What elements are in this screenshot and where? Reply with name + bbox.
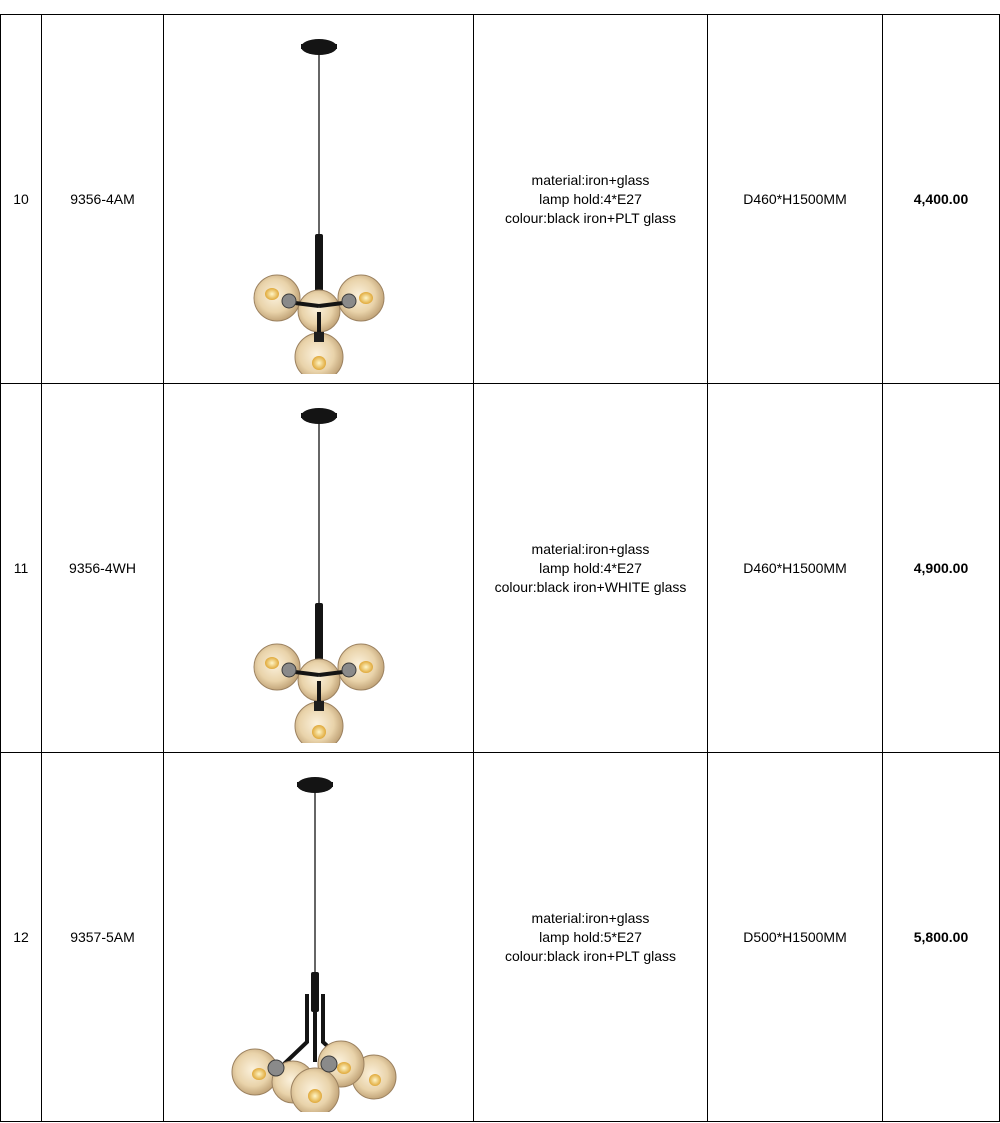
- product-photo: [164, 384, 474, 753]
- product-photo: [164, 15, 474, 384]
- spec-lamp-hold: lamp hold:4*E27: [539, 190, 642, 207]
- spec-material: material:iron+glass: [531, 171, 650, 188]
- size-cell: D460*H1500MM: [708, 15, 883, 384]
- spec-cell: [474, 15, 708, 384]
- item-number: 10: [1, 15, 42, 384]
- pendant-lamp-icon: [229, 762, 409, 1112]
- spec-lamp-hold: lamp hold:4*E27: [539, 559, 642, 576]
- product-table: [0, 14, 1000, 1122]
- spec-colour: colour:black iron+PLT glass: [504, 209, 677, 226]
- model-number: 9356-4AM: [42, 15, 164, 384]
- spec-lamp-hold: lamp hold:5*E27: [539, 928, 642, 945]
- size-cell: D460*H1500MM: [708, 384, 883, 753]
- product-photo: [164, 753, 474, 1122]
- spec-colour: colour:black iron+WHITE glass: [494, 578, 687, 595]
- spec-material: material:iron+glass: [531, 540, 650, 557]
- spec-material: material:iron+glass: [531, 909, 650, 926]
- price-cell: 4,900.00: [883, 384, 1000, 753]
- item-number: 11: [1, 384, 42, 753]
- table-row: [1, 15, 1000, 384]
- pendant-lamp-icon: [244, 24, 394, 374]
- model-number: 9356-4WH: [42, 384, 164, 753]
- item-number: 12: [1, 753, 42, 1122]
- model-number: 9357-5AM: [42, 753, 164, 1122]
- table-row: [1, 384, 1000, 753]
- pendant-lamp-icon: [244, 393, 394, 743]
- spec-colour: colour:black iron+PLT glass: [504, 947, 677, 964]
- price-cell: 5,800.00: [883, 753, 1000, 1122]
- table-row: [1, 753, 1000, 1122]
- size-cell: D500*H1500MM: [708, 753, 883, 1122]
- spec-cell: [474, 384, 708, 753]
- price-cell: 4,400.00: [883, 15, 1000, 384]
- spec-cell: [474, 753, 708, 1122]
